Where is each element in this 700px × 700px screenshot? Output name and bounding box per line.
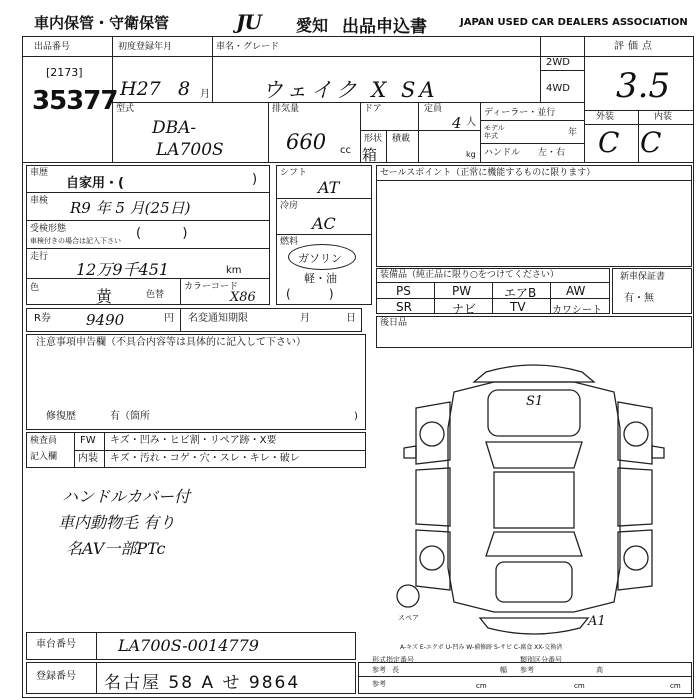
- top-vline-4: [584, 36, 585, 162]
- inspector-label-1: 検査員: [30, 436, 58, 446]
- damage-mark-bottom: A1: [588, 614, 606, 629]
- inspector-label-2: 記入欄: [30, 452, 58, 462]
- door-label: ドア: [364, 104, 382, 114]
- history-div-3: [26, 248, 270, 249]
- equipment-label: 装備品（純正品に限り○をつけてください）: [380, 270, 559, 280]
- inspection-value: R9 年 5 月(25日): [70, 199, 191, 217]
- fuel-gas-circle: [288, 244, 356, 270]
- disp-label: 排気量: [272, 104, 300, 114]
- inspector-divider: [74, 450, 366, 451]
- rating-vline: [638, 110, 639, 162]
- shape-vline: [386, 130, 387, 162]
- accept-label: 受検形態: [30, 224, 67, 234]
- handle-options: 左・右: [538, 148, 566, 158]
- caution-label: 注意事項申告欄（不具合内容等は具体的に記入して下さい）: [36, 337, 306, 348]
- name-change-day: 日: [346, 313, 356, 324]
- dealer-divider-2: [480, 143, 584, 144]
- dims-length: 長: [392, 666, 399, 674]
- top-vline-7: [418, 102, 419, 162]
- ju-logo-text: JU: [236, 10, 261, 34]
- color-swap-label: 色替: [146, 290, 165, 300]
- history-close: ): [252, 172, 258, 187]
- model-year-label: モデル年式: [484, 124, 505, 140]
- color-value: 黄: [96, 287, 113, 306]
- dims-height: 高: [596, 666, 603, 674]
- fuel-paren: ( ): [286, 287, 334, 301]
- shape-value: 箱: [362, 146, 378, 164]
- equipment-divider-1: [376, 282, 610, 283]
- equipment-vline-2: [492, 282, 493, 314]
- name-change-month: 月: [300, 313, 310, 324]
- equip-navi: ナビ: [452, 302, 477, 316]
- shift-label: シフト: [280, 168, 308, 178]
- top-vline-6: [360, 102, 361, 162]
- name-label: 車名・グレード: [216, 42, 280, 52]
- first-reg-label: 初度登録年月: [118, 42, 173, 52]
- top-vline-3: [540, 36, 541, 102]
- equip-pw: PW: [452, 284, 472, 298]
- caution-box: [26, 334, 366, 430]
- equip-seat: カワシート: [552, 305, 602, 316]
- equipment-vline-1: [434, 282, 435, 314]
- handwritten-note-2: 車内動物毛 有り: [58, 513, 176, 532]
- model-value-1: DBA-: [152, 118, 197, 138]
- repair-close: ): [354, 411, 358, 422]
- color-code-value: X86: [230, 290, 256, 305]
- inspector-in-label: 内装: [78, 453, 98, 464]
- equip-aw: AW: [566, 284, 586, 298]
- dims-note: 参考: [372, 680, 386, 688]
- model-label: 型式: [116, 104, 135, 114]
- ac-value: AC: [312, 214, 336, 233]
- top-vline-5: [268, 102, 269, 162]
- name-change-label: 名変通知期限: [188, 313, 248, 324]
- mileage-unit: km: [226, 265, 242, 276]
- inspection-label: 車検: [30, 196, 49, 206]
- name-value: ウェイク X SA: [262, 78, 439, 102]
- disp-value: 660: [286, 130, 327, 154]
- fuel-diesel: 軽・油: [304, 272, 337, 285]
- dims-cm-1: cm: [476, 682, 487, 690]
- equip-tv: TV: [510, 300, 526, 314]
- top-vline-8: [480, 102, 481, 162]
- shift-value: AT: [318, 178, 340, 197]
- inspector-fw-label: FW: [80, 435, 96, 446]
- org-english: JAPAN USED CAR DEALERS ASSOCIATION: [460, 17, 688, 28]
- inspector-vline-2: [104, 432, 105, 468]
- accept-note: 車検付きの場合は記入下さい: [30, 237, 121, 245]
- reg-value: 名古屋 58 A せ 9864: [104, 673, 301, 693]
- load-unit: kg: [466, 150, 476, 159]
- damage-legend: A-キズ E-エクボ U-凹み W-補修跡 S-サビ C-腐食 XX-交換済: [400, 644, 563, 651]
- handwritten-note-3: 名AV一部PTc: [66, 539, 166, 558]
- sales-divider: [376, 180, 692, 181]
- rating-label: 評価点: [614, 41, 656, 52]
- shape-divider: [360, 130, 480, 131]
- drive-divider: [540, 70, 584, 71]
- model-value-2: LA700S: [156, 140, 224, 160]
- chassis-value: LA700S-0014779: [118, 636, 259, 655]
- damage-mark-top: S1: [526, 394, 544, 409]
- top-divider-3: [22, 162, 694, 163]
- accept-paren: ( ): [136, 226, 188, 241]
- chassis-vline: [96, 632, 97, 660]
- ac-label: 冷房: [280, 201, 299, 211]
- after-items-box: [376, 316, 692, 348]
- interior-label: 内装: [654, 112, 673, 122]
- dealer-divider-1: [480, 120, 584, 121]
- ref-2: 参考: [520, 666, 534, 674]
- disp-unit: cc: [340, 145, 351, 156]
- equip-ps: PS: [396, 284, 411, 298]
- equipment-vline-3: [550, 282, 551, 314]
- recycle-label: R券: [34, 313, 51, 324]
- reg-vline: [96, 662, 97, 694]
- equip-airbag: エアB: [504, 286, 537, 300]
- equipment-divider-2: [376, 298, 610, 299]
- seats-label: 定員: [424, 104, 443, 114]
- org-short: 愛知: [296, 16, 329, 35]
- history-label: 車歴: [30, 168, 49, 178]
- ref-1: 参考: [372, 666, 386, 674]
- seats-value: 4: [452, 114, 462, 132]
- handle-label: ハンドル: [484, 148, 521, 158]
- shift-div-1: [276, 198, 372, 199]
- form-title: 出品申込書: [342, 17, 427, 37]
- warranty-label: 新車保証書: [620, 272, 666, 282]
- top-vline-2: [212, 36, 213, 102]
- recycle-unit: 円: [164, 313, 174, 324]
- shift-div-2: [276, 234, 372, 235]
- history-value: 自家用・(: [66, 176, 124, 191]
- dims-width: 幅: [500, 666, 507, 674]
- form-number-1: 形式指定番号: [372, 656, 414, 664]
- recycle-value: 9490: [86, 311, 125, 329]
- inspector-fw-items: キズ・凹み・ヒビ割・リペア跡・X要: [110, 435, 277, 446]
- repair-label: 修復歴: [46, 411, 76, 422]
- load-label: 積載: [392, 134, 411, 144]
- lot-label: 出品番号: [34, 42, 71, 52]
- color-vline: [180, 278, 181, 305]
- dims-box: [358, 662, 692, 694]
- rating-divider-3: [584, 124, 694, 125]
- after-label: 後日品: [380, 318, 408, 328]
- reg-label: 登録番号: [36, 671, 76, 682]
- equip-sr: SR: [396, 300, 412, 314]
- fuel-label: 燃料: [280, 237, 299, 247]
- color-label: 色: [30, 283, 40, 293]
- first-reg-month: 8: [178, 78, 191, 100]
- inspector-vline-1: [74, 432, 75, 468]
- seats-unit: 人: [466, 117, 476, 128]
- interior-value: C: [640, 126, 662, 159]
- drive-4wd: 4WD: [546, 83, 570, 94]
- mileage-label: 走行: [30, 252, 49, 262]
- rating-value: 3.5: [616, 66, 671, 106]
- inspector-in-items: キズ・汚れ・コゲ・穴・スレ・キレ・破レ: [110, 453, 300, 464]
- history-div-1: [26, 192, 270, 193]
- exterior-value: C: [598, 126, 620, 159]
- lot-number: 35377: [32, 86, 118, 116]
- rating-divider-2: [584, 110, 694, 111]
- dealer-label: ディーラー・並行: [484, 108, 556, 118]
- warranty-options: 有・無: [624, 293, 654, 304]
- handwritten-note-1: ハンドルカバー付: [62, 487, 191, 506]
- chassis-label: 車台番号: [36, 639, 76, 650]
- shape-label: 形状: [364, 134, 383, 144]
- exterior-label: 外装: [596, 112, 615, 122]
- model-year-unit: 年: [568, 128, 578, 138]
- storage-title: 車内保管・守衛保管: [34, 14, 170, 32]
- history-div-2: [26, 220, 270, 221]
- mileage-value: 12万9千451: [76, 260, 170, 279]
- first-reg-value: H27: [120, 78, 161, 100]
- first-reg-month-unit: 月: [200, 89, 210, 100]
- recycle-vline: [180, 308, 181, 332]
- dims-cm-2: cm: [574, 682, 585, 690]
- repair-value: 有（箇所: [110, 411, 150, 422]
- dims-cm-3: cm: [670, 682, 681, 690]
- dims-divider: [358, 676, 692, 677]
- drive-2wd: 2WD: [546, 57, 570, 68]
- color-code-label: カラーコード: [184, 282, 239, 292]
- rating-divider-1: [584, 56, 694, 57]
- storage-title-box: [22, 6, 208, 36]
- sales-label: セールスポイント（正常に機能するものに限ります）: [380, 168, 596, 178]
- form-number-2: 類別区分番号: [520, 656, 562, 664]
- spare-label: スペア: [398, 614, 419, 622]
- ju-logo: [236, 10, 294, 32]
- fuel-gas: ガソリン: [298, 252, 342, 265]
- lot-small: [2173]: [46, 66, 83, 79]
